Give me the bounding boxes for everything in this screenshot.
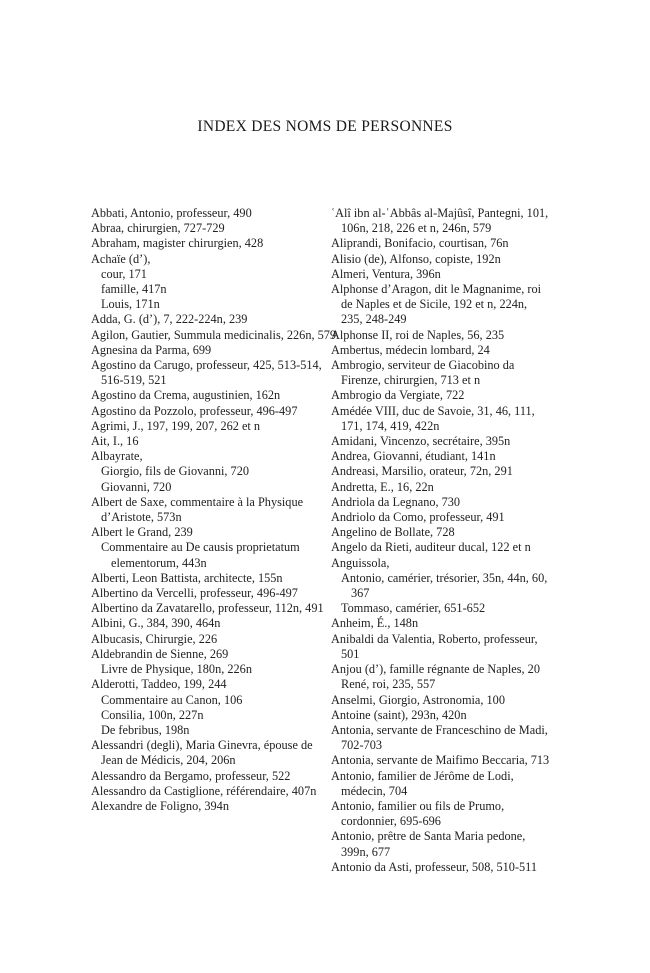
index-entry: Ambrogio, serviteur de Giacobino da Firenze, chirurgien, 713 et n [331, 358, 515, 388]
index-entry: Antonio, prêtre de Santa Maria pedone, 399n, 677 [331, 829, 526, 859]
index-entry: Anheim, É., 148n [331, 616, 419, 631]
index-subentry: Giorgio, fils de Giovanni, 720 [101, 464, 250, 479]
index-entry: Alberti, Leon Battista, architecte, 155n [91, 570, 283, 585]
index-entry: Agostino da Crema, augustinien, 162n [91, 388, 281, 403]
index-entry: Alisio (de), Alfonso, copiste, 192n [331, 251, 501, 266]
index-entry: Albini, G., 384, 390, 464n [91, 616, 221, 631]
index-subentry: Livre de Physique, 180n, 226n [101, 662, 252, 677]
page-title: INDEX DES NOMS DE PERSONNES [197, 118, 453, 135]
index-entry: Albert le Grand, 239 [91, 525, 193, 540]
index-entry: Angelino de Bollate, 728 [331, 525, 455, 540]
index-subentry: cour, 171 [101, 266, 147, 281]
index-entry: Albert de Saxe, commentaire à la Physique d’Aristote, 573n [91, 494, 304, 525]
index-entry: Antonia, servante de Franceschino de Madi, 702-703 [331, 722, 548, 753]
index-entry: Abraa, chirurgien, 727-729 [91, 221, 225, 236]
index-subentry: Antonio, camérier, trésorier, 35n, 44n, 60, 367 [341, 570, 548, 601]
index-entry: Anselmi, Giorgio, Astronomia, 100 [331, 692, 505, 707]
index-column-right [331, 206, 551, 875]
index-subentry: Commentaire au Canon, 106 [101, 692, 243, 707]
index-entry: Agnesina da Parma, 699 [91, 342, 212, 357]
index-subentry: Giovanni, 720 [101, 479, 172, 494]
index-entry: Albertino da Zavatarello, professeur, 112n, 491 [91, 601, 324, 616]
index-entry: Andriolo da Como, professeur, 491 [331, 510, 505, 525]
index-entry: Aldebrandin de Sienne, 269 [91, 646, 229, 661]
index-entry: Antonio da Asti, professeur, 508, 510-511 [331, 859, 538, 874]
index-entry: Andretta, E., 16, 22n [331, 479, 434, 494]
index-entry: Albertino da Vercelli, professeur, 496-497 [91, 586, 298, 601]
index-subentry: Consilia, 100n, 227n [101, 707, 204, 722]
index-entry: Alphonse d’Aragon, dit le Magnanime, roi de Naples et de Sicile, 192 et n, 224n, 235, 248-249 [331, 282, 542, 327]
index-entry: Anguissola, [331, 555, 390, 570]
index-entry: Alexandre de Foligno, 394n [91, 798, 229, 813]
index-subentry: Louis, 171n [101, 297, 160, 312]
index-entry: Anjou (d’), famille régnante de Naples, 20 [331, 662, 540, 677]
index-entry: ʿAlî ibn al-ʿAbbâs al-Majûsî, Pantegni, 101, 106n, 218, 226 et n, 246n, 579 [331, 206, 549, 236]
index-entry: Agilon, Gautier, Summula medicinalis, 226n, 579 [91, 327, 337, 342]
index-entry: Agostino da Pozzolo, professeur, 496-497 [91, 403, 298, 418]
index-entry: Agostino da Carugo, professeur, 425, 513-514, 516-519, 521 [91, 358, 322, 388]
index-entry: Andriola da Legnano, 730 [331, 494, 461, 509]
index-subentry: Tommaso, camérier, 651-652 [341, 601, 486, 616]
index-entry: Angelo da Rieti, auditeur ducal, 122 et n [331, 540, 531, 555]
index-subentry: De febribus, 198n [101, 722, 190, 737]
index-entry: Alphonse II, roi de Naples, 56, 235 [331, 327, 505, 342]
index-entry: Alessandro da Bergamo, professeur, 522 [91, 768, 291, 783]
index-entry: Alessandro da Castiglione, référendaire, 407n [91, 783, 317, 798]
index-entry: Ait, I., 16 [91, 434, 139, 449]
index-entry: Alderotti, Taddeo, 199, 244 [91, 677, 227, 692]
index-entry: Anibaldi da Valentia, Roberto, professeur, 501 [331, 631, 538, 661]
index-entry: Abraham, magister chirurgien, 428 [91, 236, 264, 251]
index-subentry: René, roi, 235, 557 [341, 677, 436, 692]
index-entry: Achaïe (d’), [91, 251, 151, 266]
index-entry: Amédée VIII, duc de Savoie, 31, 46, 111, 171, 174, 419, 422n [331, 403, 535, 433]
index-entry: Antoine (saint), 293n, 420n [331, 707, 467, 722]
index-entry: Andreasi, Marsilio, orateur, 72n, 291 [331, 464, 513, 479]
index-entry: Antonia, servante de Maifimo Beccaria, 713 [331, 753, 550, 768]
index-entry: Ambrogio da Vergiate, 722 [331, 388, 465, 403]
index-entry: Agrimi, J., 197, 199, 207, 262 et n [91, 418, 261, 433]
index-entry: Abbati, Antonio, professeur, 490 [91, 206, 252, 220]
index-subentry: famille, 417n [101, 282, 167, 297]
index-entry: Antonio, familier ou fils de Prumo, cordonnier, 695-696 [331, 798, 505, 829]
index-column-left [91, 206, 337, 814]
index-entry: Adda, G. (d’), 7, 222-224n, 239 [91, 312, 248, 327]
index-entry: Amidani, Vincenzo, secrétaire, 395n [331, 434, 511, 449]
index-entry: Albucasis, Chirurgie, 226 [91, 631, 218, 646]
index-entry: Albayrate, [91, 449, 143, 464]
index-entry: Andrea, Giovanni, étudiant, 141n [331, 449, 496, 464]
index-entry: Aliprandi, Bonifacio, courtisan, 76n [331, 236, 509, 251]
index-entry: Antonio, familier de Jérôme de Lodi, médecin, 704 [331, 768, 514, 798]
index-entry: Ambertus, médecin lombard, 24 [331, 342, 490, 357]
index-entry: Alessandri (degli), Maria Ginevra, épouse de Jean de Médicis, 204, 206n [91, 738, 313, 768]
index-subentry: Commentaire au De causis proprietatum elementorum, 443n [101, 540, 300, 570]
index-entry: Almeri, Ventura, 396n [331, 266, 441, 281]
